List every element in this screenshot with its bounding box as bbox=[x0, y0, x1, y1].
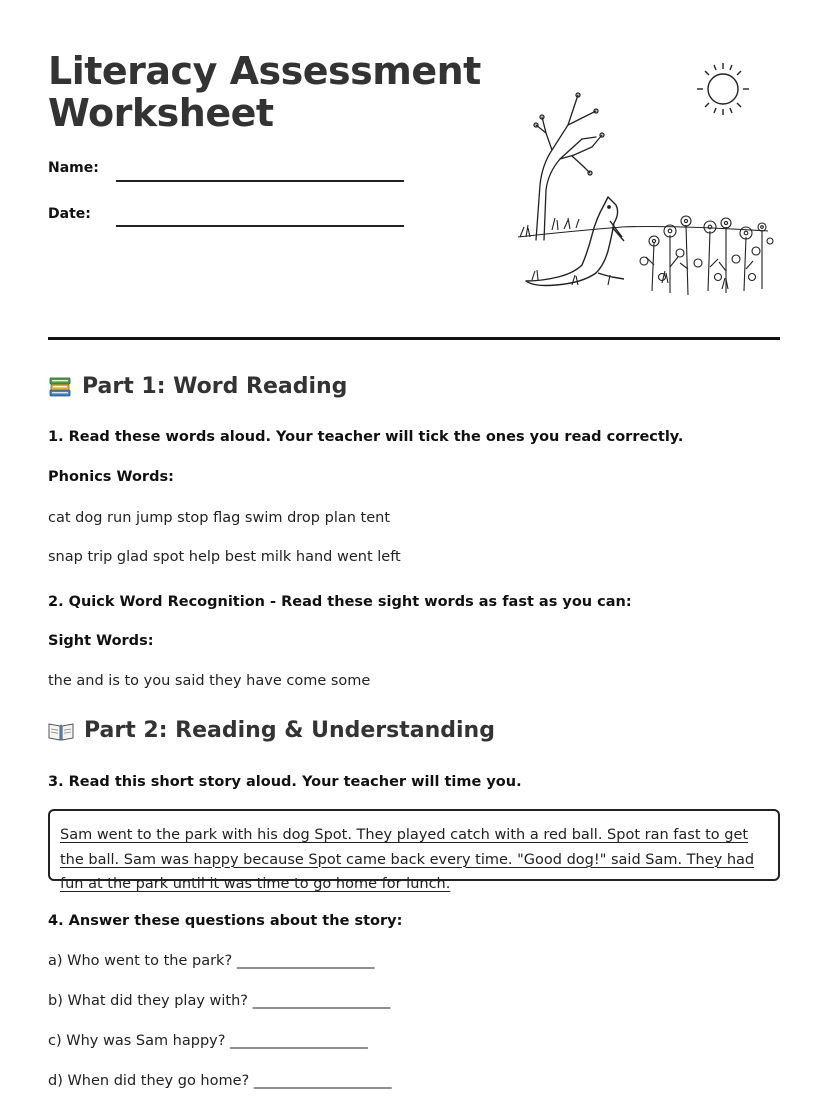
grass-icon bbox=[518, 218, 768, 289]
worksheet-title bbox=[48, 50, 481, 134]
sun-icon bbox=[697, 63, 749, 115]
part-2-heading bbox=[48, 718, 495, 743]
phonics-label: Phonics Words: bbox=[48, 469, 174, 485]
part-1-title: Part 1: Word Reading bbox=[82, 374, 348, 399]
question-4: 4. Answer these questions about the story: bbox=[48, 913, 403, 929]
tree-icon bbox=[534, 93, 604, 240]
title-line-2: Worksheet bbox=[48, 91, 274, 135]
story-box bbox=[48, 809, 780, 892]
question-1: 1. Read these words aloud. Your teacher will tick the ones you read correctly. bbox=[48, 429, 684, 445]
sight-words-label: Sight Words: bbox=[48, 633, 154, 649]
name-field[interactable] bbox=[116, 180, 404, 182]
part-2-title: Part 2: Reading & Understanding bbox=[84, 718, 495, 743]
question-3: 3. Read this short story aloud. Your teacher will time you. bbox=[48, 774, 522, 790]
name-label: Name: bbox=[48, 160, 99, 176]
illustration bbox=[512, 55, 782, 300]
books-emoji-icon bbox=[48, 376, 72, 398]
phonics-words-row-1: cat dog run jump stop flag swim drop plan tent bbox=[48, 510, 391, 526]
title-line-1: Literacy Assessment bbox=[48, 49, 481, 93]
sight-words-row: the and is to you said they have come some bbox=[48, 673, 371, 689]
question-4b: b) What did they play with? ___________________ bbox=[48, 993, 391, 1009]
date-label: Date: bbox=[48, 206, 91, 222]
phonics-words-row-2: snap trip glad spot help best milk hand went left bbox=[48, 549, 401, 565]
part-1-heading bbox=[48, 374, 347, 399]
header-divider bbox=[48, 337, 780, 340]
open-book-emoji-icon bbox=[48, 721, 74, 741]
date-field[interactable] bbox=[116, 225, 404, 227]
story-text: Sam went to the park with his dog Spot. They played catch with a red ball. Spot ran fast to get the ball. Sam was happy because Spot came back every time. "Good dog!" said Sam. They had fun at the park until it was time to go home for lunch. bbox=[60, 827, 755, 892]
question-2: 2. Quick Word Recognition - Read these sight words as fast as you can: bbox=[48, 594, 632, 610]
question-4a: a) Who went to the park? ___________________ bbox=[48, 953, 375, 969]
question-4d: d) When did they go home? ___________________ bbox=[48, 1073, 392, 1089]
question-4c: c) Why was Sam happy? ___________________ bbox=[48, 1033, 368, 1049]
kangaroo-icon bbox=[526, 197, 624, 286]
